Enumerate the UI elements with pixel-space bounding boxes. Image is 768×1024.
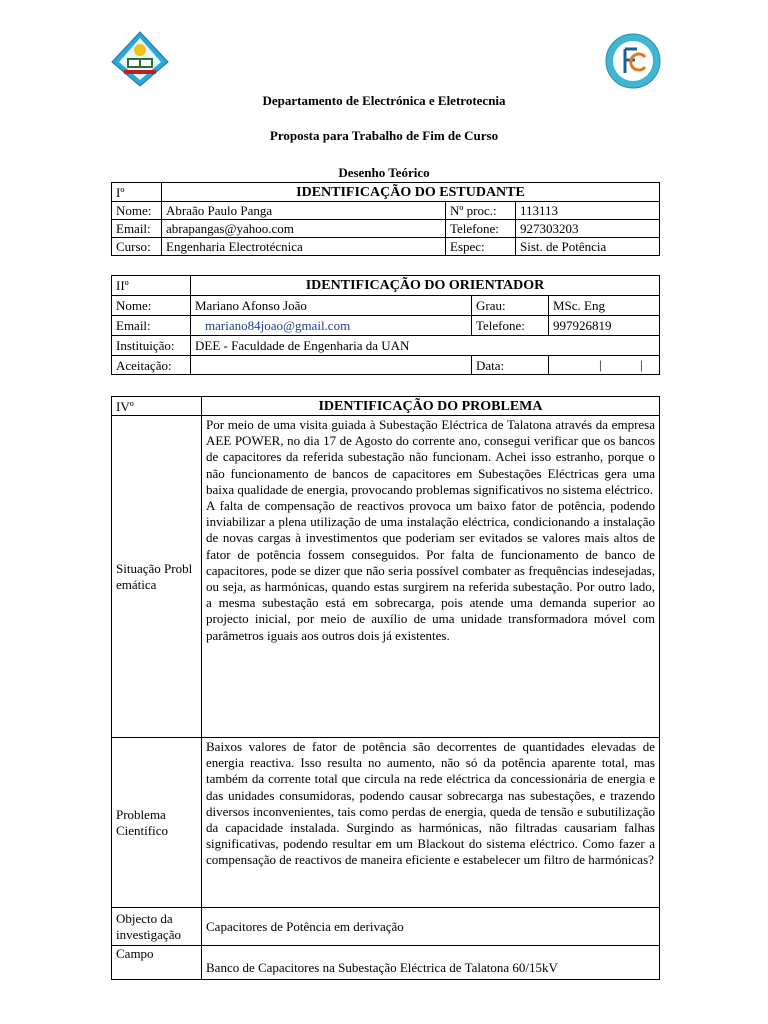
- student-course-label: Curso:: [112, 238, 162, 256]
- advisor-phone: 997926819: [549, 316, 660, 336]
- advisor-institution: DEE - Faculdade de Engenharia da UAN: [191, 336, 660, 356]
- advisor-grade-label: Grau:: [472, 296, 549, 316]
- field-text: Banco de Capacitores na Subestação Eléctrica de Talatona 60/15kV: [202, 946, 660, 980]
- date-separator: |: [599, 357, 602, 372]
- student-spec-label: Espec:: [446, 238, 516, 256]
- date-separator: |: [640, 357, 643, 372]
- advisor-email-label: Email:: [112, 316, 191, 336]
- situation-label: Situação Problemática: [112, 416, 202, 738]
- student-proc: 113113: [516, 202, 660, 220]
- advisor-phone-label: Telefone:: [472, 316, 549, 336]
- advisor-acceptance-value: [191, 356, 472, 375]
- student-course: Engenharia Electrotécnica: [162, 238, 446, 256]
- field-label: Campo: [112, 946, 202, 980]
- problem-table: [111, 396, 660, 980]
- advisor-section-title: IDENTIFICAÇÃO DO ORIENTADOR: [191, 276, 660, 296]
- situation-paragraph-2: A falta de compensação de reactivos provoca um baixo fator de potência, podendo inviabilizar a plena utilização de uma instalação eléctrica, condicionando a instalação de novas cargas à investimentos que poderiam ser evitados se valores mais altos de fator de potência fossem conseguidos. Por falta de funcionamento de banco de capacitores, pode se dizer que não seria possível combater as frequências indesejadas, ou seja, as harmónicas, quando estas surgirem na referida subestação. Por outro lado, a mesma subestação está em sobrecarga, pois atende uma demanda superior ao projecto inicial, por meio de auxílio de uma unidade transformadora móvel com parâmetros iguais aos outros dois já existentes.: [206, 498, 655, 643]
- student-section-title: IDENTIFICAÇÃO DO ESTUDANTE: [162, 183, 660, 202]
- situation-paragraph-1: Por meio de uma visita guiada à Subestação Eléctrica de Talatona através da empresa AEE POWER, no dia 17 de Agosto do corrente ano, consegui verificar que os bancos de capacitores da referida subestação não funcionam. Achei isso estranho, porque o não funcionamento de bancos de capacitores em Subestações Eléctricas gera uma baixa qualidade de energia, provocando problemas significativos no sistema eléctrico.: [206, 417, 655, 497]
- faculty-logo: [605, 33, 661, 89]
- student-phone: 927303203: [516, 220, 660, 238]
- advisor-date-label: Data:: [472, 356, 549, 375]
- advisor-grade: MSc. Eng: [549, 296, 660, 316]
- section-number: Iº: [112, 183, 162, 202]
- advisor-date-value: [549, 356, 660, 375]
- student-spec: Sist. de Potência: [516, 238, 660, 256]
- section-number: IVº: [112, 397, 202, 416]
- scientific-problem-label: Problema Científico: [112, 738, 202, 908]
- advisor-name-label: Nome:: [112, 296, 191, 316]
- student-name-label: Nome:: [112, 202, 162, 220]
- student-proc-label: Nº proc.:: [446, 202, 516, 220]
- advisor-email-link[interactable]: mariano84joao@gmail.com: [205, 318, 351, 333]
- section-number: IIº: [112, 276, 191, 296]
- research-object-label: Objecto da investigação: [112, 908, 202, 946]
- advisor-name: Mariano Afonso João: [191, 296, 472, 316]
- research-object-text: Capacitores de Potência em derivação: [202, 908, 660, 946]
- proposal-title: Proposta para Trabalho de Fim de Curso: [269, 128, 499, 143]
- scientific-problem-text: Baixos valores de fator de potência são decorrentes de quantidades elevadas de energia reactiva. Isso resulta no aumento, não só da potência aparente total, mas também da corrente total que circula na rede eléctrica da concessionária de energia e das unidades consumidoras, podendo causar sobrecarga nas subestações, e trazendo diversos inconvenientes, tais como perdas de energia, queda de tensão e subutilização da capacidade instalada. Surgindo as harmónicas, não filtradas causariam falhas significativas, podendo resultar em um Blackout do sistema eléctrico. Como fazer a compensação de reactivos de maneira eficiente e estabelecer um filtro de harmónicas?: [202, 738, 660, 908]
- situation-cell: [202, 416, 660, 738]
- student-table: [111, 182, 660, 256]
- student-name: Abraão Paulo Panga: [162, 202, 446, 220]
- student-email[interactable]: abrapangas@yahoo.com: [162, 220, 446, 238]
- document-subtitle: Desenho Teórico: [338, 165, 430, 180]
- problem-section-title: IDENTIFICAÇÃO DO PROBLEMA: [202, 397, 660, 416]
- student-email-label: Email:: [112, 220, 162, 238]
- student-phone-label: Telefone:: [446, 220, 516, 238]
- department-heading: Departamento de Electrónica e Eletrotecnia: [262, 93, 506, 108]
- advisor-acceptance-label: Aceitação:: [112, 356, 191, 375]
- advisor-institution-label: Instituição:: [112, 336, 191, 356]
- advisor-table: [111, 275, 660, 375]
- university-logo: [110, 30, 170, 88]
